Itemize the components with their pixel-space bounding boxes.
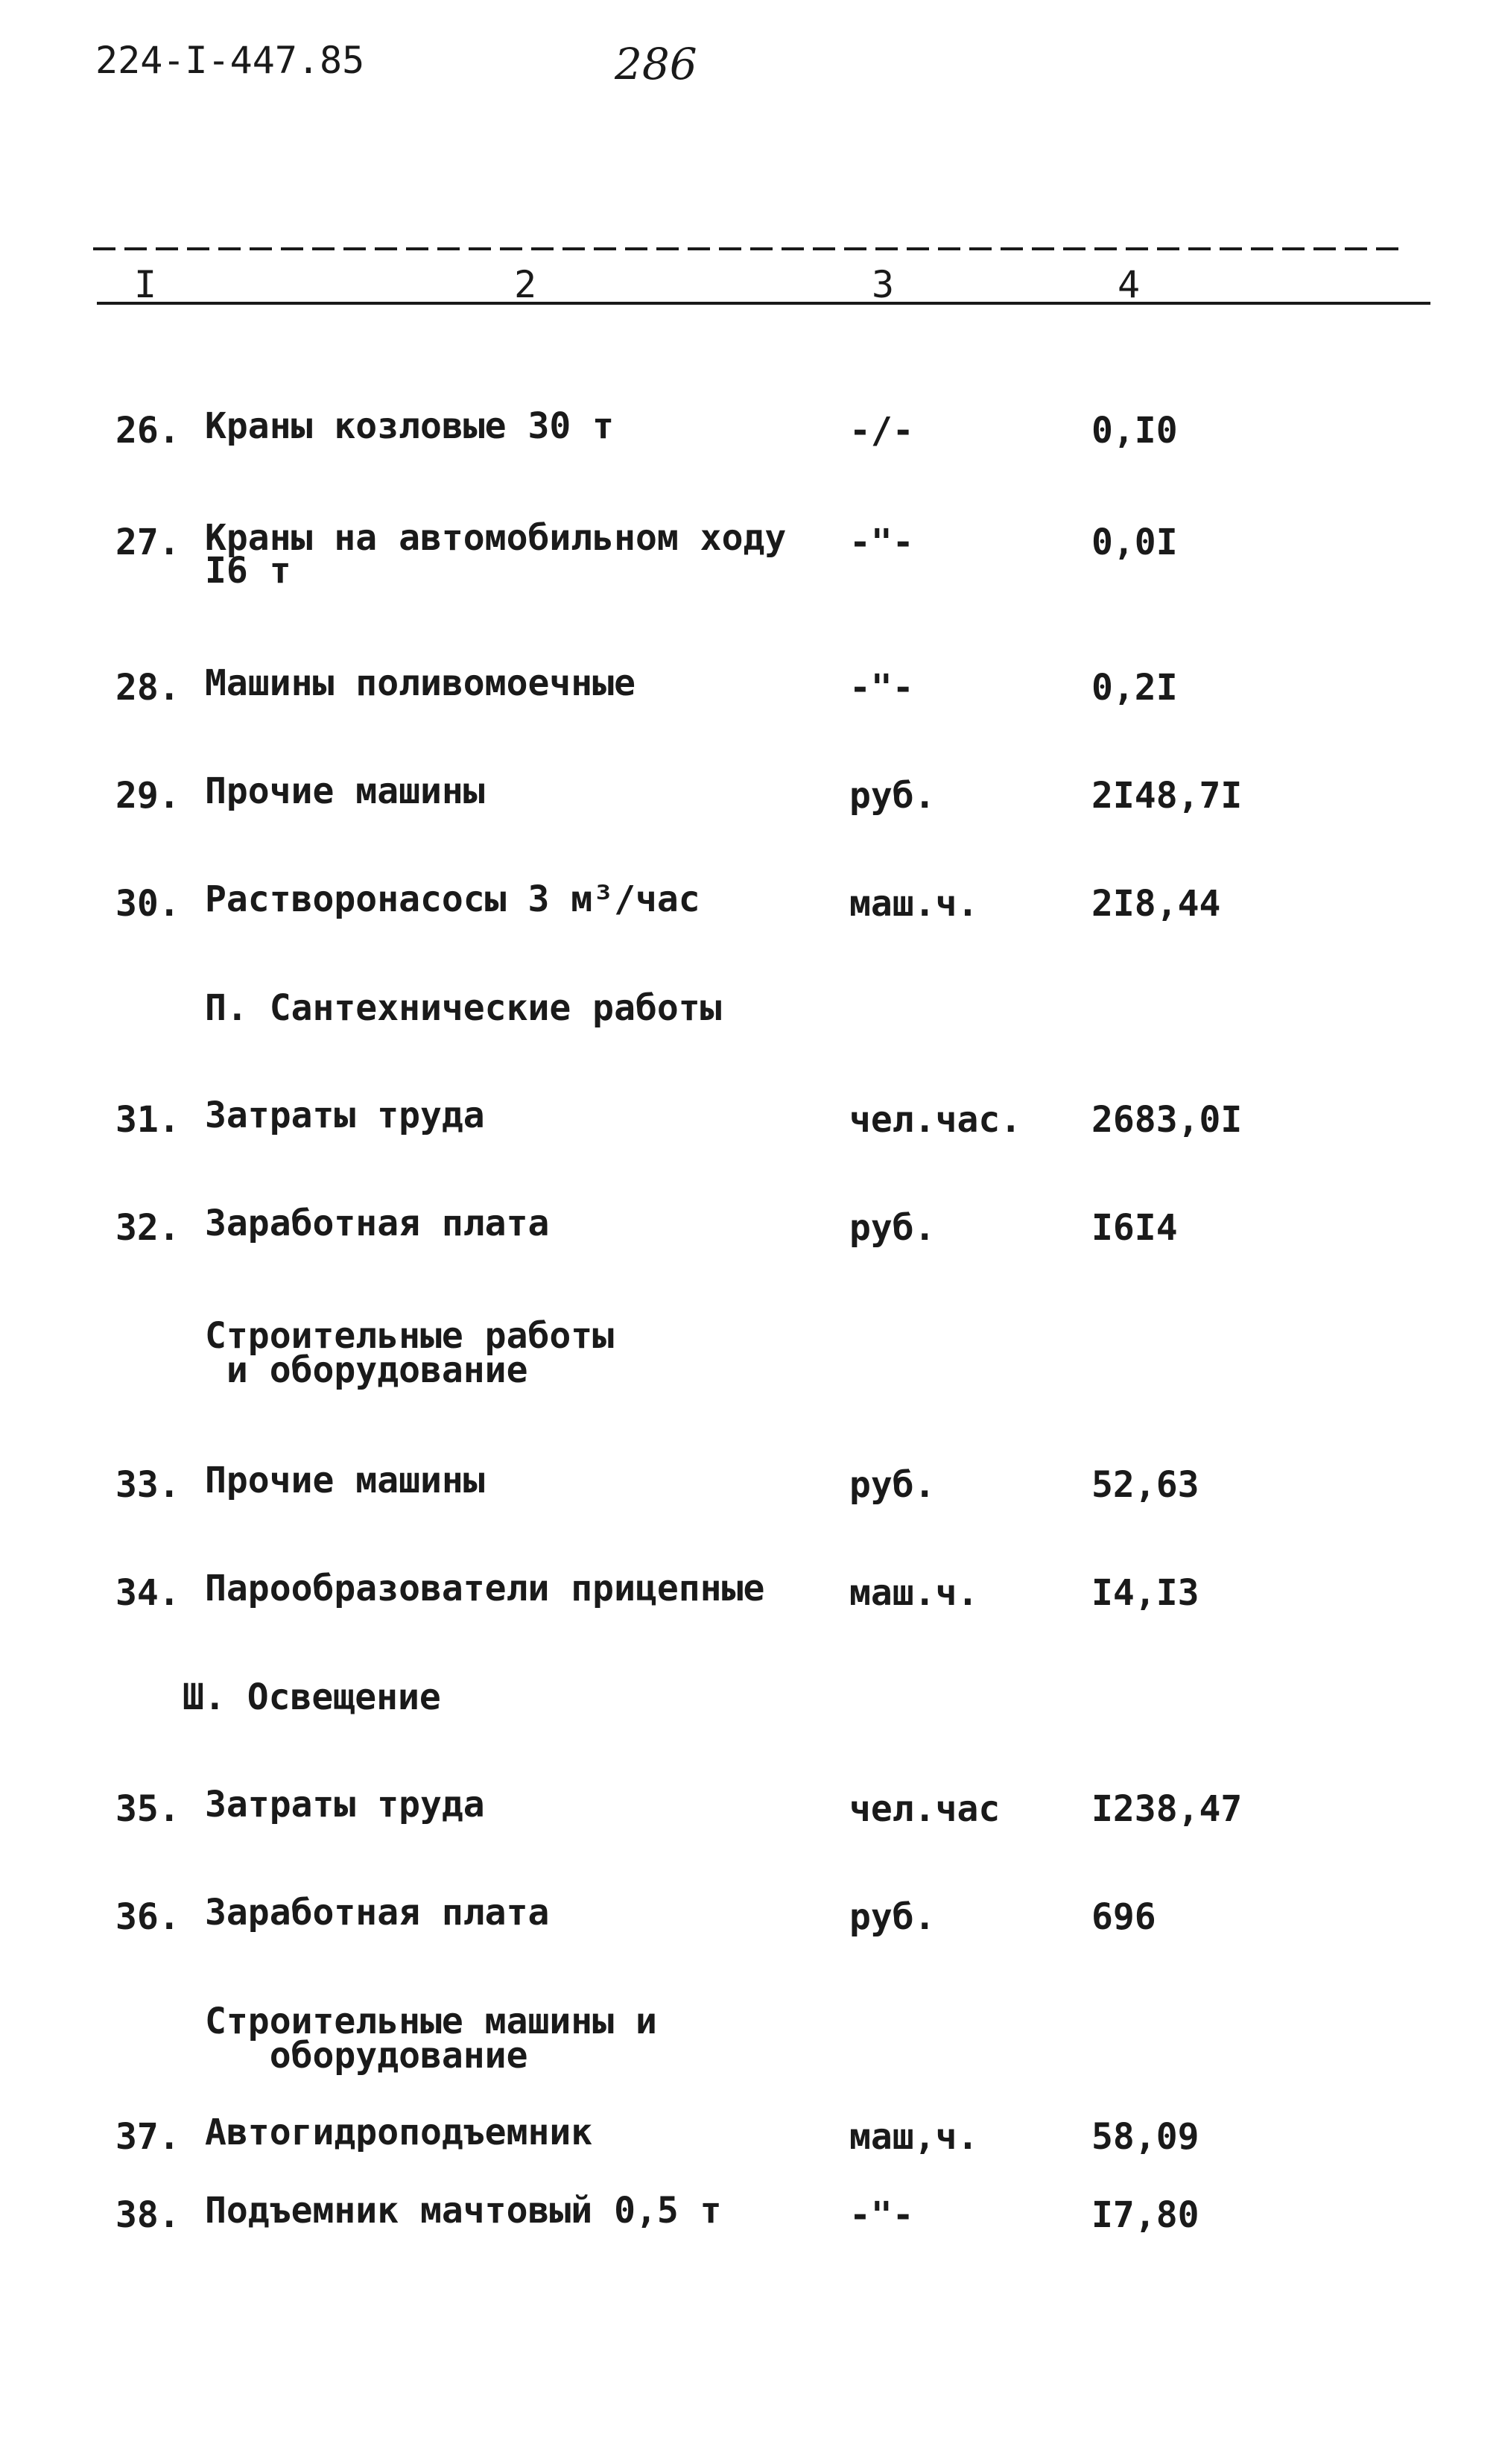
row-number: 34. bbox=[115, 1572, 180, 1614]
row-name: Подъемник мачтовый 0,5 т bbox=[205, 2190, 722, 2232]
row-value: I4,I3 bbox=[1091, 1572, 1199, 1614]
row-unit: -"- bbox=[849, 667, 914, 709]
row-number: 38. bbox=[115, 2194, 180, 2236]
table-row bbox=[0, 770, 1496, 827]
row-unit: руб. bbox=[849, 1207, 936, 1249]
column-header-1: I bbox=[134, 263, 157, 306]
table-row bbox=[0, 1203, 1496, 1259]
row-number: 32. bbox=[115, 1207, 180, 1249]
row-name: Затраты труда bbox=[205, 1784, 485, 1825]
table-row bbox=[0, 1095, 1496, 1151]
row-value: 2I48,7I bbox=[1091, 775, 1243, 817]
row-unit: чел.час bbox=[849, 1788, 1001, 1830]
table-row bbox=[0, 878, 1496, 935]
row-name: Парообразователи прицепные bbox=[205, 1568, 765, 1609]
row-number: 31. bbox=[115, 1099, 180, 1141]
row-name: Краны козловые 30 т bbox=[205, 405, 615, 447]
row-unit: чел.час. bbox=[849, 1099, 1022, 1141]
row-name: Автогидроподъемник bbox=[205, 2112, 593, 2153]
row-value: I7,80 bbox=[1091, 2194, 1199, 2236]
row-unit: маш.ч. bbox=[849, 1572, 979, 1614]
row-value: 696 bbox=[1091, 1896, 1156, 1938]
row-value: 0,I0 bbox=[1091, 410, 1178, 452]
row-unit: маш,ч. bbox=[849, 2116, 979, 2158]
row-value: 52,63 bbox=[1091, 1464, 1199, 1506]
column-header-3: 3 bbox=[872, 263, 895, 306]
row-number: 28. bbox=[115, 667, 180, 709]
page-number: 286 bbox=[615, 39, 697, 89]
row-name: Растворонасосы 3 м³/час bbox=[205, 878, 700, 920]
row-name: Машины поливомоечные bbox=[205, 662, 636, 704]
row-unit: -/- bbox=[849, 410, 914, 452]
row-name: Прочие машины bbox=[205, 1460, 485, 1501]
column-header-2: 2 bbox=[514, 263, 537, 306]
column-header-4: 4 bbox=[1118, 263, 1141, 306]
row-name: Прочие машины bbox=[205, 770, 485, 812]
row-name: Краны на автомобильном ходу I6 т bbox=[205, 517, 787, 592]
table-row bbox=[0, 1568, 1496, 1624]
table-row bbox=[0, 517, 1496, 604]
row-unit: руб. bbox=[849, 1464, 936, 1506]
row-unit: руб. bbox=[849, 775, 936, 817]
table-row bbox=[0, 1784, 1496, 1840]
row-number: 35. bbox=[115, 1788, 180, 1830]
row-unit: -"- bbox=[849, 2194, 914, 2236]
row-name: Заработная плата bbox=[205, 1203, 550, 1244]
row-value: 58,09 bbox=[1091, 2116, 1199, 2158]
table-top-rule bbox=[93, 247, 1401, 250]
table-row bbox=[0, 1460, 1496, 1516]
row-name: Затраты труда bbox=[205, 1095, 485, 1136]
row-unit: маш.ч. bbox=[849, 883, 979, 925]
row-number: 29. bbox=[115, 775, 180, 817]
row-name: Заработная плата bbox=[205, 1892, 550, 1933]
row-unit: -"- bbox=[849, 522, 914, 563]
row-number: 27. bbox=[115, 522, 180, 563]
row-number: 30. bbox=[115, 883, 180, 925]
table-header-rule bbox=[97, 302, 1430, 305]
table-row bbox=[0, 662, 1496, 719]
table-row bbox=[0, 2112, 1496, 2168]
document-code: 224-I-447.85 bbox=[95, 39, 365, 82]
table-row bbox=[0, 405, 1496, 462]
row-value: 0,2I bbox=[1091, 667, 1178, 709]
row-unit: руб. bbox=[849, 1896, 936, 1938]
row-number: 26. bbox=[115, 410, 180, 452]
row-value: 0,0I bbox=[1091, 522, 1178, 563]
row-value: 2683,0I bbox=[1091, 1099, 1243, 1141]
row-value: 2I8,44 bbox=[1091, 883, 1221, 925]
row-number: 36. bbox=[115, 1896, 180, 1938]
table-row bbox=[0, 2190, 1496, 2246]
row-number: 33. bbox=[115, 1464, 180, 1506]
row-value: I6I4 bbox=[1091, 1207, 1178, 1249]
row-value: I238,47 bbox=[1091, 1788, 1243, 1830]
section-heading-lighting: Ш. Освещение bbox=[183, 1676, 441, 1718]
section-heading-construction-machines: Строительные машины и оборудование bbox=[205, 2001, 657, 2077]
section-heading-construction-works: Строительные работы и оборудование bbox=[205, 1315, 615, 1391]
section-heading-sanitary: П. Сантехнические работы bbox=[205, 987, 722, 1029]
table-row bbox=[0, 1892, 1496, 1948]
row-number: 37. bbox=[115, 2116, 180, 2158]
